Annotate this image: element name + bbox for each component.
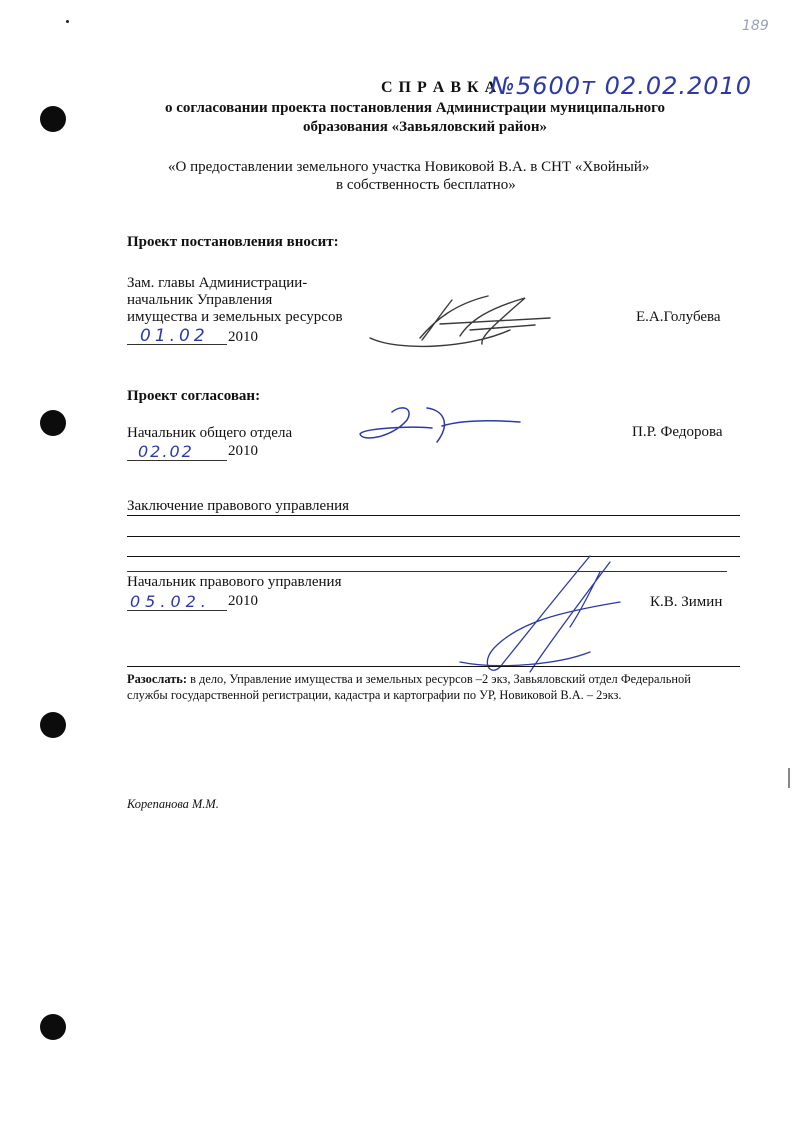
- signature-golubeva: [360, 290, 560, 360]
- submitter-name: Е.А.Голубева: [636, 309, 721, 325]
- binder-hole-3: [40, 712, 66, 738]
- distribution-top-rule: [127, 666, 740, 667]
- legal-position: Начальник правового управления: [127, 574, 342, 590]
- page-number-handwritten: 189: [742, 18, 769, 34]
- approval-position: Начальник общего отдела: [127, 425, 293, 441]
- subtitle-line-2: образования «Завьяловский район»: [303, 119, 548, 135]
- binder-hole-4: [40, 1014, 66, 1040]
- subject-line-2: в собственность бесплатно»: [336, 177, 516, 193]
- scan-edge-mark: [788, 768, 790, 788]
- approval-name: П.Р. Федорова: [632, 424, 723, 440]
- signature-fedorova: [352, 398, 532, 452]
- approval-year: 2010: [228, 443, 258, 459]
- legal-name: К.В. Зимин: [650, 594, 723, 610]
- approval-heading: Проект согласован:: [127, 388, 261, 404]
- legal-date-handwritten: 05.02.: [130, 592, 211, 611]
- subject-line-1: «О предоставлении земельного участка Новиковой В.А. в СНТ «Хвойный»: [168, 159, 650, 175]
- scan-speck: [66, 20, 69, 23]
- binder-hole-1: [40, 106, 66, 132]
- doc-type-title: С П Р А В К А: [381, 79, 498, 96]
- legal-line-3: [127, 556, 740, 557]
- subtitle-line-1: о согласовании проекта постановления Администрации муниципального: [165, 100, 666, 116]
- handwritten-doc-number: №5600т 02.02.2010: [490, 72, 753, 100]
- distribution-text-line-1: в дело, Управление имущества и земельных ресурсов –2 экз, Завьяловский отдел Федеральной: [186, 672, 691, 686]
- legal-line-1: [127, 515, 740, 516]
- submitter-heading: Проект постановления вносит:: [127, 234, 339, 250]
- submitter-date-handwritten: 01.02: [140, 326, 209, 346]
- distribution-label: Разослать:: [127, 672, 187, 686]
- document-author: Корепанова М.М.: [127, 797, 219, 811]
- submitter-position-line-2: начальник Управления: [127, 292, 273, 308]
- approval-date-handwritten: 02.02: [138, 442, 194, 461]
- distribution-text-line-2: службы государственной регистрации, кадастра и картографии по УР, Новиковой В.А. – 2экз.: [127, 688, 622, 702]
- binder-hole-2: [40, 410, 66, 436]
- submitter-year: 2010: [228, 329, 258, 345]
- distribution-text: [127, 671, 742, 703]
- submitter-position-line-1: Зам. главы Администрации-: [127, 275, 308, 291]
- legal-heading: Заключение правового управления: [127, 498, 350, 514]
- legal-line-2: [127, 536, 740, 537]
- signature-zimin: [440, 552, 640, 682]
- legal-year: 2010: [228, 593, 258, 609]
- submitter-position-line-3: имущества и земельных ресурсов: [127, 309, 343, 325]
